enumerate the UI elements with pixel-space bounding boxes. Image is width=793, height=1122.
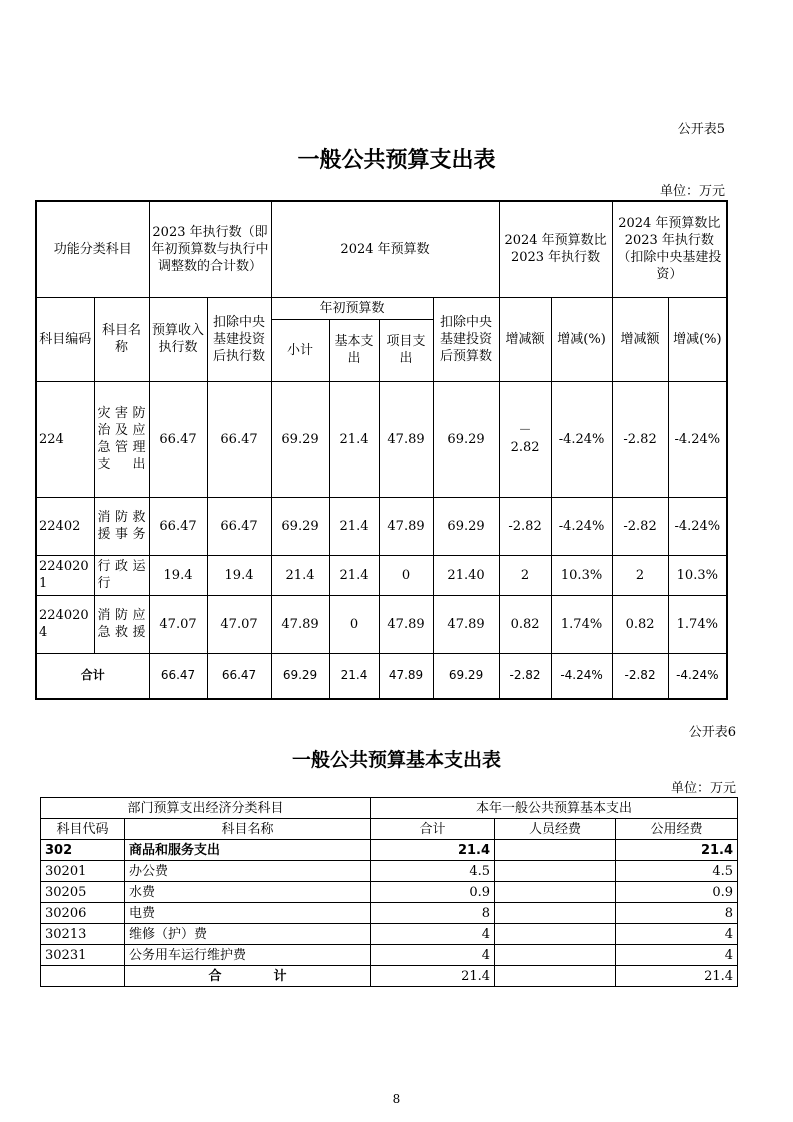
row-personnel: [495, 903, 616, 924]
header-inc-pct2: 增减(%): [668, 297, 727, 381]
row-cell: 21.4: [271, 555, 329, 595]
page-number: 8: [392, 1092, 401, 1106]
row-cell: -2.82: [612, 497, 668, 555]
total-cell: -4.24%: [668, 653, 727, 699]
row-code: 30205: [41, 882, 125, 903]
header-func: 功能分类科目: [36, 201, 149, 297]
row-name: 灾害防治及应急管理支出: [94, 381, 149, 497]
group-name: 商品和服务支出: [125, 840, 371, 861]
total-cell: 69.29: [433, 653, 499, 699]
row-code: 22402: [36, 497, 94, 555]
row-cell: 47.89: [271, 595, 329, 653]
row-cell: 47.07: [149, 595, 207, 653]
total-row: [36, 653, 727, 699]
row-cell: 2: [499, 555, 551, 595]
basic-expenditure-table: [40, 797, 738, 987]
table6-unit: 单位：万元: [670, 781, 736, 796]
table-row: [41, 945, 738, 966]
row-personnel: [495, 861, 616, 882]
row-name: 消防救援事务: [94, 497, 149, 555]
sum-empty: [41, 966, 125, 987]
header-name: 科目名称: [125, 819, 371, 840]
row-cell: -2.82: [499, 497, 551, 555]
row-public: 0.9: [616, 882, 738, 903]
row-cell: 10.3%: [668, 555, 727, 595]
table-row: [41, 861, 738, 882]
header-cmp2: 2024 年预算数比 2023 年执行数（扣除中央基建投资）: [612, 201, 727, 297]
row-cell: 19.4: [207, 555, 271, 595]
row-cell: 47.07: [207, 595, 271, 653]
table5-unit: 单位：万元: [659, 184, 725, 199]
group-public: 21.4: [616, 840, 738, 861]
header-code: 科目代码: [41, 819, 125, 840]
table-row: [41, 924, 738, 945]
table-row: [36, 555, 727, 595]
total-cell: 69.29: [271, 653, 329, 699]
total-cell: 66.47: [207, 653, 271, 699]
row-personnel: [495, 882, 616, 903]
table-row: [41, 882, 738, 903]
sum-label: 合 计: [125, 966, 371, 987]
row-cell: 69.29: [433, 381, 499, 497]
header-inc-amt1: 增减额: [499, 297, 551, 381]
header-excl-budget: 扣除中央基建投资后预算数: [433, 297, 499, 381]
header-cmp1: 2024 年预算数比 2023 年执行数: [499, 201, 612, 297]
row-cell: 21.4: [329, 555, 379, 595]
row-cell: 21.40: [433, 555, 499, 595]
row-name: 办公费: [125, 861, 371, 882]
row-cell: 0: [329, 595, 379, 653]
row-cell: 66.47: [207, 497, 271, 555]
total-cell: -4.24%: [551, 653, 612, 699]
row-code: 224: [36, 381, 94, 497]
sum-personnel: [495, 966, 616, 987]
header-code: 科目编码: [36, 297, 94, 381]
total-label: 合计: [36, 653, 149, 699]
row-cell: 21.4: [329, 381, 379, 497]
header-exec2023: 2023 年执行数（即年初预算数与执行中调整数的合计数）: [149, 201, 271, 297]
header-subtotal: 小计: [271, 319, 329, 381]
row-name: 水费: [125, 882, 371, 903]
row-total: 4: [371, 924, 495, 945]
row-total: 8: [371, 903, 495, 924]
header-inc-amt2: 增减额: [612, 297, 668, 381]
table-row: [36, 497, 727, 555]
table6-tag: 公开表6: [688, 725, 736, 740]
row-cell: -4.24%: [668, 381, 727, 497]
budget-expenditure-table: [35, 200, 728, 700]
row-cell: 21.4: [329, 497, 379, 555]
row-cell: 0.82: [499, 595, 551, 653]
row-personnel: [495, 945, 616, 966]
header-public: 公用经费: [616, 819, 738, 840]
row-cell: 1.74%: [668, 595, 727, 653]
row-code: 2240204: [36, 595, 94, 653]
row-code: 30206: [41, 903, 125, 924]
row-name: 消防应急救援: [94, 595, 149, 653]
row-cell: 69.29: [271, 381, 329, 497]
table-row: [36, 595, 727, 653]
header-dept: 部门预算支出经济分类科目: [41, 798, 371, 819]
row-name: 公务用车运行维护费: [125, 945, 371, 966]
table5-tag: 公开表5: [677, 122, 725, 137]
row-cell: －2.82: [499, 381, 551, 497]
row-cell: 0: [379, 555, 433, 595]
row-cell: 10.3%: [551, 555, 612, 595]
row-cell: 66.47: [149, 381, 207, 497]
row-cell: 66.47: [149, 497, 207, 555]
header-basic: 基本支出: [329, 319, 379, 381]
row-public: 8: [616, 903, 738, 924]
header-total: 合计: [371, 819, 495, 840]
row-name: 行政运行: [94, 555, 149, 595]
row-cell: 1.74%: [551, 595, 612, 653]
sum-row: [41, 966, 738, 987]
header-name: 科目名称: [94, 297, 149, 381]
header-project: 项目支出: [379, 319, 433, 381]
group-total: 21.4: [371, 840, 495, 861]
header-initial: 年初预算数: [271, 297, 433, 319]
row-name: 电费: [125, 903, 371, 924]
row-cell: 47.89: [433, 595, 499, 653]
row-personnel: [495, 924, 616, 945]
header-inc-pct1: 增减(%): [551, 297, 612, 381]
group-personnel: [495, 840, 616, 861]
row-name: 维修（护）费: [125, 924, 371, 945]
row-cell: -2.82: [612, 381, 668, 497]
row-total: 4: [371, 945, 495, 966]
group-row: [41, 840, 738, 861]
row-code: 30213: [41, 924, 125, 945]
row-cell: 66.47: [207, 381, 271, 497]
table5-title: 一般公共预算支出表: [297, 148, 496, 173]
row-cell: -4.24%: [551, 497, 612, 555]
row-code: 30201: [41, 861, 125, 882]
row-total: 0.9: [371, 882, 495, 903]
row-cell: 2: [612, 555, 668, 595]
row-public: 4: [616, 945, 738, 966]
sum-public: 21.4: [616, 966, 738, 987]
row-code: 2240201: [36, 555, 94, 595]
total-cell: -2.82: [499, 653, 551, 699]
group-code: 302: [41, 840, 125, 861]
header-budget2024: 2024 年预算数: [271, 201, 499, 297]
total-cell: 21.4: [329, 653, 379, 699]
row-public: 4.5: [616, 861, 738, 882]
row-cell: -4.24%: [668, 497, 727, 555]
table-row: [36, 381, 727, 497]
header-exec-income: 预算收入执行数: [149, 297, 207, 381]
total-cell: 66.47: [149, 653, 207, 699]
row-public: 4: [616, 924, 738, 945]
row-cell: 19.4: [149, 555, 207, 595]
row-total: 4.5: [371, 861, 495, 882]
total-cell: 47.89: [379, 653, 433, 699]
row-cell: 69.29: [433, 497, 499, 555]
row-cell: 0.82: [612, 595, 668, 653]
table6-title: 一般公共预算基本支出表: [291, 749, 501, 771]
total-cell: -2.82: [612, 653, 668, 699]
header-personnel: 人员经费: [495, 819, 616, 840]
row-cell: 47.89: [379, 381, 433, 497]
sum-total: 21.4: [371, 966, 495, 987]
row-cell: 69.29: [271, 497, 329, 555]
row-cell: -4.24%: [551, 381, 612, 497]
row-code: 30231: [41, 945, 125, 966]
row-cell: 47.89: [379, 595, 433, 653]
table-row: [41, 903, 738, 924]
header-current: 本年一般公共预算基本支出: [371, 798, 738, 819]
row-cell: 47.89: [379, 497, 433, 555]
header-exec-excl: 扣除中央基建投资后执行数: [207, 297, 271, 381]
